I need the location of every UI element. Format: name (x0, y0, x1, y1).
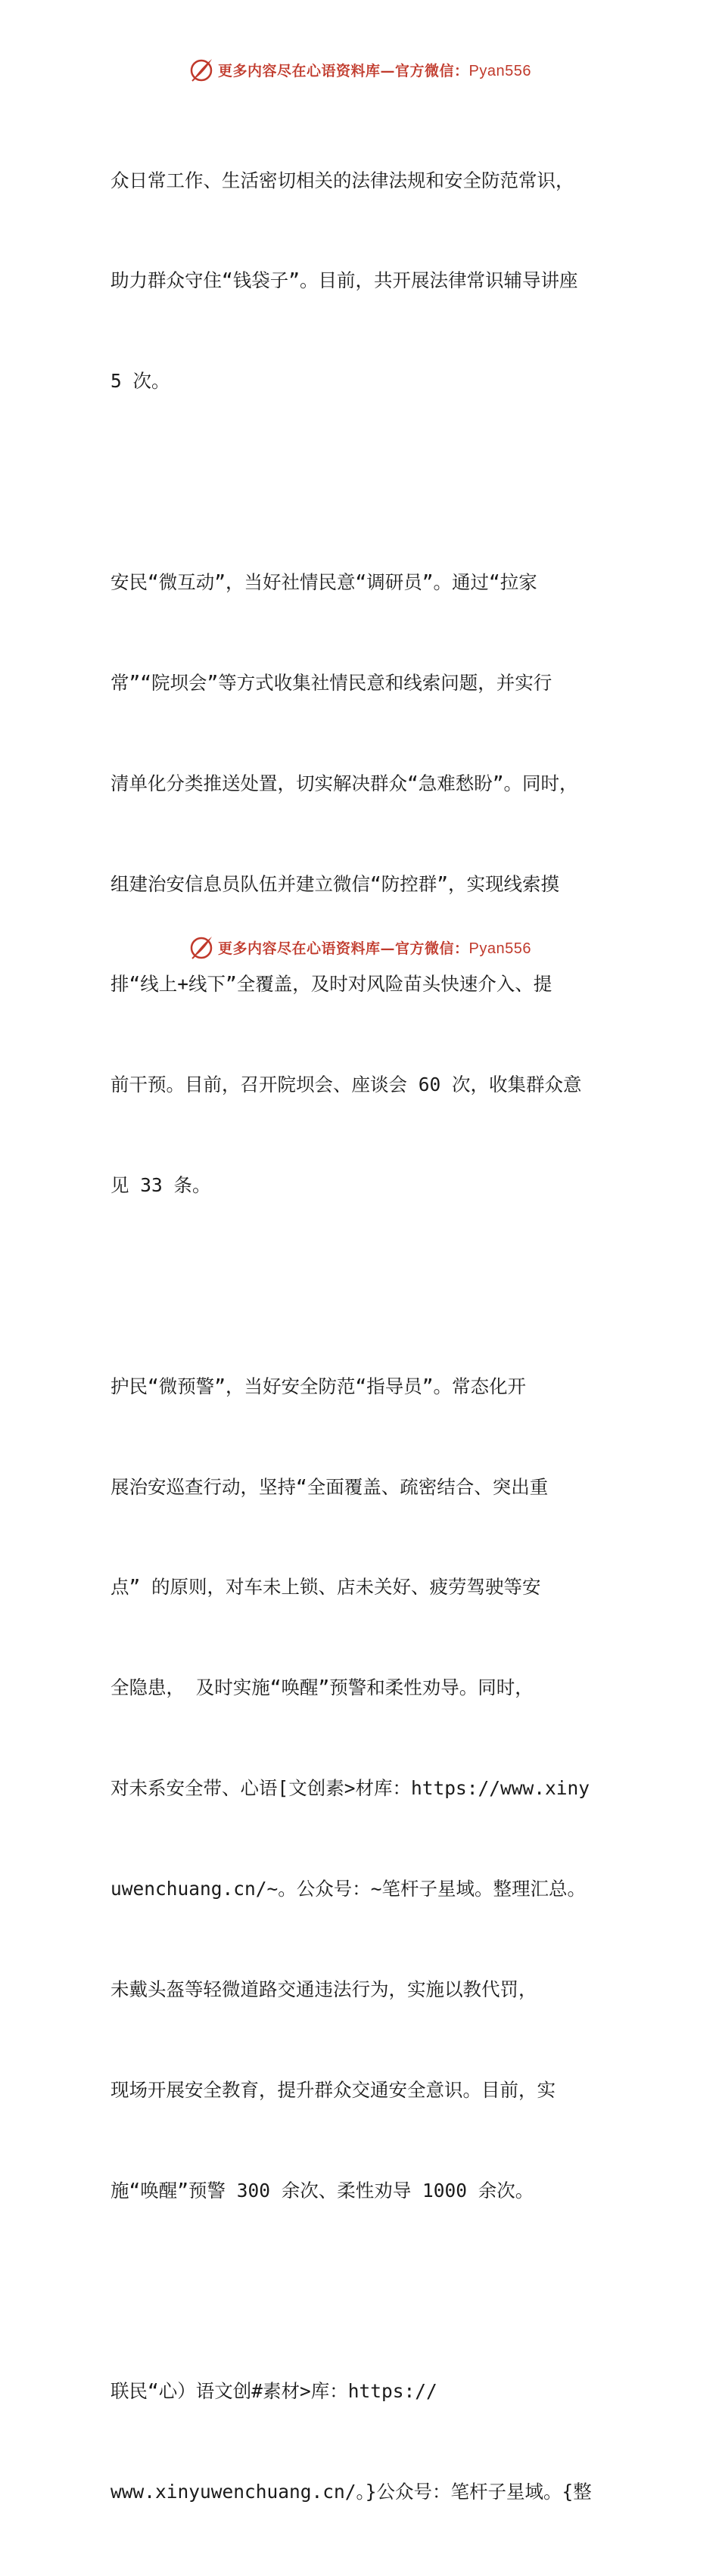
document-body (110, 97, 633, 2576)
text-line: 见 33 条。 (110, 1174, 211, 1197)
text-line: www.xinyuwenchuang.cn/。}公众号：笔杆子星域。{整 (110, 2481, 592, 2503)
paragraph-spacer (110, 2275, 633, 2308)
quill-logo-icon (188, 934, 215, 961)
footer-banner-text: 更多内容尽在心语资料库—官方微信：Pyan556 (218, 940, 531, 957)
text-line: 现场开展安全教育，提升群众交通安全意识。目前，实 (110, 2078, 556, 2101)
footer-banner-content (188, 934, 531, 961)
paragraph-2 (110, 499, 633, 1269)
text-line: 5 次。 (110, 370, 170, 393)
text-line: 未戴头盔等轻微道路交通违法行为，实施以教代罚， (110, 1978, 537, 2001)
paragraph-spacer (110, 465, 633, 499)
text-line: 助力群众守住“钱袋子”。目前，共开展法律常识辅导讲座 (110, 269, 578, 292)
text-line: 施“唤醒”预警 300 余次、柔性劝导 1000 余次。 (110, 2179, 534, 2202)
text-line: 组建治安信息员队伍并建立微信“防控群”，实现线索摸 (110, 872, 559, 895)
paragraph-3 (110, 1303, 633, 2275)
text-line: 前干预。目前，召开院坝会、座谈会 60 次，收集群众意 (110, 1074, 582, 1096)
text-line: 清单化分类推送处置，切实解决群众“急难愁盼”。同时， (110, 772, 578, 794)
text-line: 联民“心）语文创#素材>库：https:// (110, 2380, 437, 2403)
text-line: 常”“院坝会”等方式收集社情民意和线索问题，并实行 (110, 671, 552, 694)
header-banner (0, 54, 719, 85)
text-line: 护民“微预警”，当好安全防范“指导员”。常态化开 (110, 1375, 526, 1397)
text-line: 对未系安全带、心语[文创素>材库：https://www.xiny (110, 1777, 590, 1800)
text-line: 全隐患， 及时实施“唤醒”预警和柔性劝导。同时， (110, 1676, 534, 1699)
text-line: 点” 的原则，对车未上锁、店未关好、疲劳驾驶等安 (110, 1576, 541, 1599)
text-line: 众日常工作、生活密切相关的法律法规和安全防范常识， (110, 169, 574, 191)
header-banner-content (188, 56, 531, 83)
text-line: 安民“微互动”，当好社情民意“调研员”。通过“拉家 (110, 570, 537, 593)
footer-banner (0, 932, 719, 962)
paragraph-spacer (110, 1269, 633, 1303)
quill-logo-icon (188, 56, 215, 83)
paragraph-4 (110, 2308, 633, 2576)
header-banner-text: 更多内容尽在心语资料库—官方微信：Pyan556 (218, 62, 531, 79)
text-line: uwenchuang.cn/~。公众号：~笔杆子星域。整理汇总。 (110, 1878, 587, 1900)
text-line: 展治安巡查行动，坚持“全面覆盖、疏密结合、突出重 (110, 1475, 549, 1498)
paragraph-1 (110, 97, 633, 465)
text-line: 排“线上+线下”全覆盖，及时对风险苗头快速介入、提 (110, 973, 552, 996)
